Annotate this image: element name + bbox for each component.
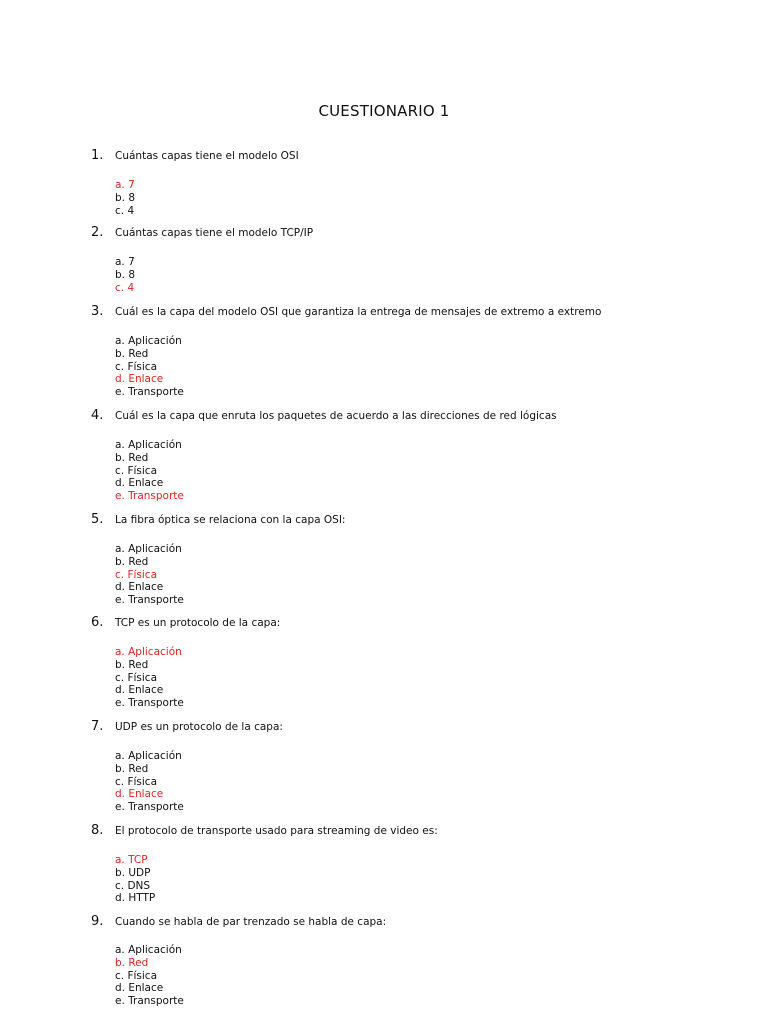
question-text: Cuántas capas tiene el modelo OSI (115, 150, 299, 162)
answer-option: c. Física (115, 775, 157, 788)
answer-option: d. Enlace (115, 684, 164, 697)
question-text: TCP es un protocolo de la capa: (115, 617, 281, 629)
question-number: 4. (91, 408, 104, 423)
answer-option: b. Red (115, 762, 149, 775)
answer-option: c. Física (115, 969, 157, 982)
option-list (115, 646, 184, 710)
answer-option: a. Aplicación (115, 750, 182, 762)
answer-option: b. Red (115, 451, 149, 464)
answer-option: e. Transporte (115, 995, 184, 1008)
question-text: Cuántas capas tiene el modelo TCP/IP (115, 227, 314, 239)
answer-option: d. Enlace (115, 477, 164, 490)
answer-option: d. HTTP (115, 892, 156, 905)
answer-option: d. Enlace (115, 581, 164, 594)
answer-option: a. 7 (115, 256, 135, 268)
answer-option: c. DNS (115, 879, 151, 892)
answer-option-highlighted: a. Aplicación (115, 646, 182, 658)
option-list (115, 750, 184, 814)
answer-option-highlighted: b. Red (115, 956, 149, 969)
answer-option: b. Red (115, 555, 149, 568)
answer-option: a. Aplicación (115, 543, 182, 555)
answer-option: e. Transporte (115, 697, 184, 710)
answer-option-highlighted: d. Enlace (115, 373, 164, 386)
answer-option: c. 4 (115, 204, 135, 217)
question-number: 6. (91, 615, 104, 630)
option-list (115, 439, 184, 503)
question-text: Cuando se habla de par trenzado se habla de capa: (115, 916, 387, 928)
answer-option: e. Transporte (115, 801, 184, 814)
answer-option-highlighted: c. Física (115, 568, 157, 581)
option-list (115, 335, 184, 399)
question-number: 2. (91, 225, 104, 240)
answer-option-highlighted: e. Transporte (115, 490, 184, 503)
option-list (115, 944, 184, 1008)
answer-option: b. 8 (115, 191, 136, 204)
option-list (115, 543, 184, 607)
option-list (115, 179, 135, 217)
answer-option: a. Aplicación (115, 944, 182, 956)
answer-option: e. Transporte (115, 386, 184, 399)
question-number: 1. (91, 148, 104, 163)
answer-option: c. Física (115, 464, 157, 477)
question-text: El protocolo de transporte usado para streaming de video es: (115, 825, 438, 837)
question-text: UDP es un protocolo de la capa: (115, 721, 283, 733)
answer-option: d. Enlace (115, 982, 164, 995)
option-list (115, 256, 135, 294)
question-text: La fibra óptica se relaciona con la capa OSI: (115, 514, 346, 526)
answer-option-highlighted: a. 7 (115, 179, 135, 191)
answer-option: a. Aplicación (115, 335, 182, 347)
option-list (115, 854, 155, 905)
answer-option-highlighted: c. 4 (115, 281, 135, 294)
answer-option: b. UDP (115, 866, 151, 879)
question-number: 7. (91, 719, 104, 734)
answer-option: b. Red (115, 658, 149, 671)
answer-option-highlighted: a. TCP (115, 854, 148, 866)
answer-option: c. Física (115, 360, 157, 373)
question-number: 8. (91, 823, 104, 838)
answer-option: c. Física (115, 671, 157, 684)
document-title: CUESTIONARIO 1 (318, 102, 450, 120)
question-text: Cuál es la capa que enruta los paquetes de acuerdo a las direcciones de red lógicas (115, 410, 557, 422)
answer-option: b. Red (115, 347, 149, 360)
answer-option: b. 8 (115, 268, 136, 281)
question-number: 5. (91, 512, 104, 527)
answer-option: e. Transporte (115, 594, 184, 607)
answer-option: a. Aplicación (115, 439, 182, 451)
question-number: 9. (91, 914, 104, 929)
question-text: Cuál es la capa del modelo OSI que garantiza la entrega de mensajes de extremo a extremo (115, 306, 602, 318)
answer-option-highlighted: d. Enlace (115, 788, 164, 801)
question-number: 3. (91, 304, 104, 319)
